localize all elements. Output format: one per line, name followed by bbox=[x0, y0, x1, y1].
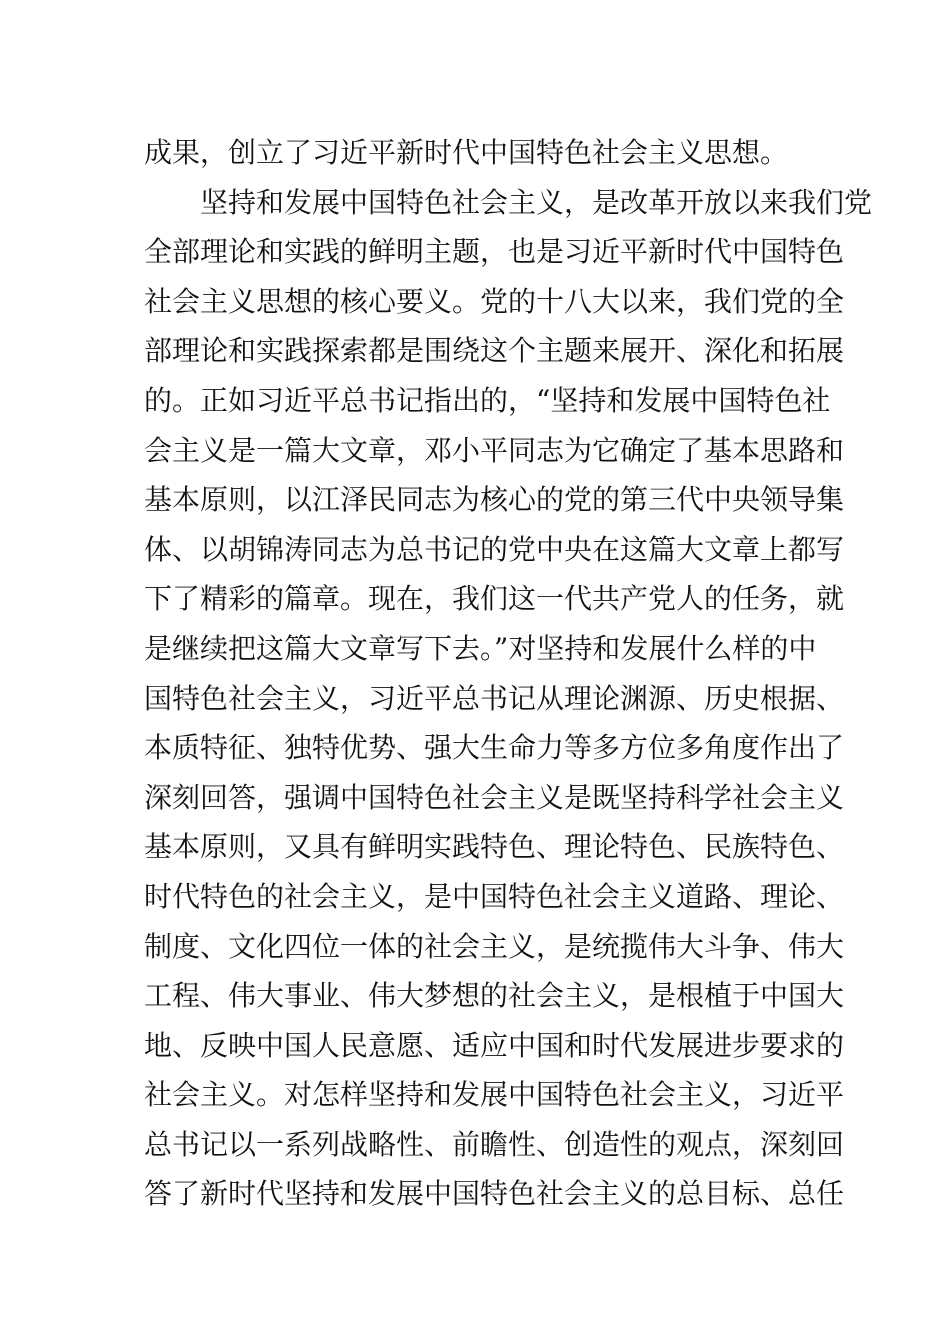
text-line-11: 是继续把这篇大文章写下去。”对坚持和发展什么样的中 bbox=[144, 631, 817, 665]
text-line-13: 本质特征、独特优势、强大生命力等多方位多角度作出了 bbox=[144, 731, 845, 765]
text-line-6: 的。正如习近平总书记指出的，“坚持和发展中国特色社 bbox=[144, 383, 831, 417]
text-line-5: 部理论和实践探索都是围绕这个主题来展开、深化和拓展 bbox=[144, 334, 845, 368]
text-line-10: 下了精彩的篇章。现在，我们这一代共产党人的任务，就 bbox=[144, 582, 845, 616]
text-line-8: 基本原则，以江泽民同志为核心的党的第三代中央领导集 bbox=[144, 483, 845, 517]
text-line-7: 会主义是一篇大文章，邓小平同志为它确定了基本思路和 bbox=[144, 433, 845, 467]
text-line-16: 时代特色的社会主义，是中国特色社会主义道路、理论、 bbox=[144, 879, 845, 913]
text-line-20: 社会主义。对怎样坚持和发展中国特色社会主义，习近平 bbox=[144, 1078, 845, 1112]
text-line-1: 成果，创立了习近平新时代中国特色社会主义思想。 bbox=[144, 136, 789, 169]
text-line-9: 体、以胡锦涛同志为总书记的党中央在这篇大文章上都写 bbox=[144, 532, 845, 566]
text-line-15: 基本原则，又具有鲜明实践特色、理论特色、民族特色、 bbox=[144, 830, 845, 864]
text-line-14: 深刻回答，强调中国特色社会主义是既坚持科学社会主义 bbox=[144, 780, 845, 814]
text-line-17: 制度、文化四位一体的社会主义，是统揽伟大斗争、伟大 bbox=[144, 929, 845, 963]
text-line-12: 国特色社会主义，习近平总书记从理论渊源、历史根据、 bbox=[144, 681, 845, 715]
text-line-3: 全部理论和实践的鲜明主题，也是习近平新时代中国特色 bbox=[144, 235, 845, 269]
text-line-19: 地、反映中国人民意愿、适应中国和时代发展进步要求的 bbox=[144, 1028, 845, 1062]
text-line-2: 坚持和发展中国特色社会主义，是改革开放以来我们党 bbox=[144, 185, 873, 219]
text-line-18: 工程、伟大事业、伟大梦想的社会主义，是根植于中国大 bbox=[144, 979, 845, 1013]
text-line-21: 总书记以一系列战略性、前瞻性、创造性的观点，深刻回 bbox=[144, 1127, 845, 1161]
body-text bbox=[144, 128, 873, 1219]
text-line-4: 社会主义思想的核心要义。党的十八大以来，我们党的全 bbox=[144, 284, 845, 318]
text-line-22: 答了新时代坚持和发展中国特色社会主义的总目标、总任 bbox=[144, 1177, 845, 1211]
